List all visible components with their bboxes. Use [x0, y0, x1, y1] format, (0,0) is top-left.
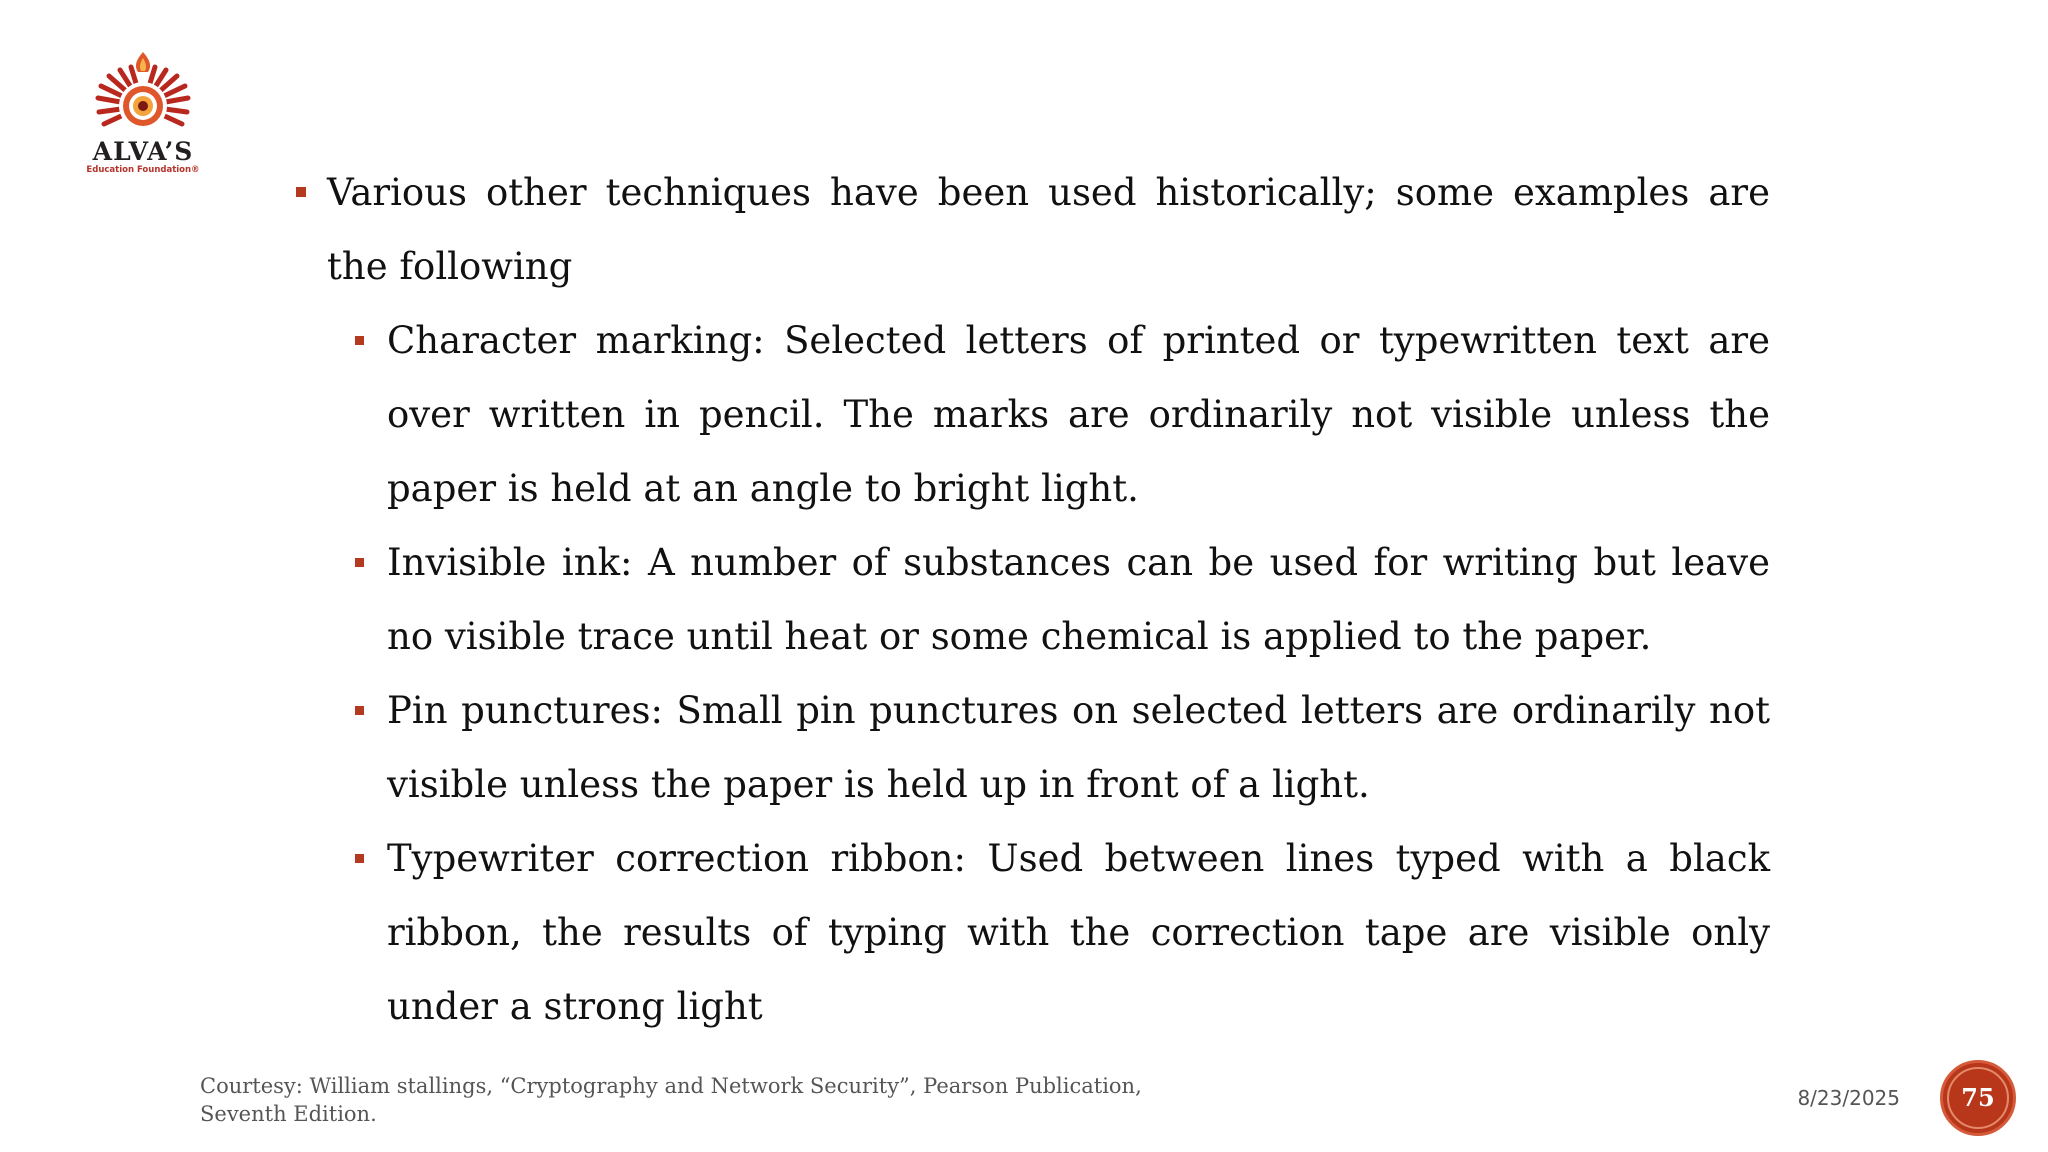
sub-bullet-item [350, 304, 1770, 526]
bullet-text: Various other techniques have been used historically; some examples are the following [327, 171, 1770, 288]
square-bullet-icon [355, 336, 364, 345]
square-bullet-icon [355, 854, 364, 863]
slide-content [290, 156, 1770, 1044]
alvas-logo [68, 46, 218, 176]
sub-bullet-item [350, 674, 1770, 822]
square-bullet-icon [355, 558, 364, 567]
alvas-emblem-icon [68, 46, 218, 141]
square-bullet-icon [296, 187, 306, 197]
bullet-item-intro [290, 156, 1770, 304]
page-number-badge [1940, 1060, 2016, 1136]
footer-courtesy: Courtesy: William stallings, “Cryptography and Network Security”, Pearson Publication, Seventh Edition. [200, 1074, 1142, 1126]
sub-bullet-text: Character marking: Selected letters of printed or typewritten text are over written in pencil. The marks are ordinarily not visible unless the paper is held at an angle to bright light. [387, 319, 1770, 510]
page-number: 75 [1961, 1083, 1995, 1112]
sub-bullet-text: Invisible ink: A number of substances can be used for writing but leave no visible trace until heat or some chemical is applied to the paper. [387, 541, 1770, 658]
sub-bullet-item [350, 822, 1770, 1044]
square-bullet-icon [355, 706, 364, 715]
logo-name: ALVA’S [92, 137, 194, 166]
logo-subtitle: Education Foundation® [86, 165, 200, 175]
sub-bullet-text: Typewriter correction ribbon: Used between lines typed with a black ribbon, the results of typing with the correction tape are visible only under a strong light [387, 837, 1770, 1028]
sub-bullet-item [350, 526, 1770, 674]
footer-date: 8/23/2025 [1797, 1086, 1900, 1110]
sub-bullet-text: Pin punctures: Small pin punctures on selected letters are ordinarily not visible unless the paper is held up in front of a light. [387, 689, 1770, 806]
